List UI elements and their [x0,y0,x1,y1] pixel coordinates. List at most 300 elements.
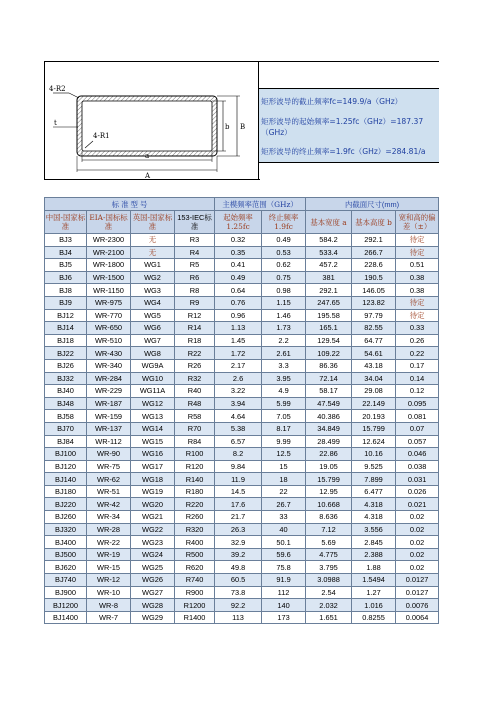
table-cell: R4 [175,246,215,259]
table-cell: 190.5 [352,271,396,284]
table-cell: WG13 [131,410,175,423]
table-cell: WG15 [131,435,175,448]
table-row [45,284,439,297]
table-row [45,322,439,335]
table-cell: 39.2 [215,548,262,561]
table-cell: 0.38 [396,284,439,297]
table-row [45,511,439,524]
cutoff-frequency-formula: 矩形波导的截止频率fc=149.9/a（GHz） [261,97,403,106]
table-cell: 1.016 [352,599,396,612]
table-cell: BJ5 [45,259,87,272]
table-cell: 60.5 [215,574,262,587]
column-header: 终止频率 1.9fc [262,211,306,234]
table-row [45,271,439,284]
table-cell: WR-7 [87,611,131,624]
table-cell: 0.0127 [396,586,439,599]
label-t: t [54,119,57,127]
table-cell: WR-10 [87,586,131,599]
table-cell: 8.636 [306,511,352,524]
table-cell: BJ740 [45,574,87,587]
table-cell: 40 [262,523,306,536]
table-cell: 0.057 [396,435,439,448]
table-cell: 228.6 [352,259,396,272]
table-cell: WR-187 [87,397,131,410]
table-cell: R9 [175,296,215,309]
table-cell: WR-2300 [87,234,131,247]
table-row [45,574,439,587]
table-cell: 247.65 [306,296,352,309]
table-cell: WG18 [131,473,175,486]
table-cell: 92.2 [215,599,262,612]
table-cell: 19.05 [306,460,352,473]
table-cell: WR-284 [87,372,131,385]
table-cell: 0.026 [396,485,439,498]
table-row [45,296,439,309]
table-cell: BJ6 [45,271,87,284]
table-cell: WR-15 [87,561,131,574]
table-cell: BJ84 [45,435,87,448]
table-cell: WR-8 [87,599,131,612]
table-cell: 0.51 [396,259,439,272]
group-header-model: 标 准 型 号 [45,198,215,211]
table-row [45,309,439,322]
table-cell: 22 [262,485,306,498]
table-row [45,561,439,574]
table-cell: 0.031 [396,473,439,486]
table-cell: WR-1800 [87,259,131,272]
table-cell: 0.8255 [352,611,396,624]
table-cell: 28.499 [306,435,352,448]
table-cell: R6 [175,271,215,284]
table-cell: BJ320 [45,523,87,536]
table-cell: R220 [175,498,215,511]
table-cell: BJ100 [45,448,87,461]
table-cell: 0.76 [215,296,262,309]
table-cell: 0.02 [396,523,439,536]
table-cell: WR-510 [87,334,131,347]
table-cell: BJ32 [45,372,87,385]
table-cell: WG23 [131,536,175,549]
table-row [45,372,439,385]
table-row [45,435,439,448]
end-frequency-formula: 矩形波导的终止频率=1.9fc（GHz）=284.81/a [261,147,426,156]
group-header-freq: 主模频率范围（GHz） [215,198,306,211]
table-cell: WG21 [131,511,175,524]
table-row [45,485,439,498]
table-cell: 0.02 [396,511,439,524]
table-cell: 86.36 [306,359,352,372]
table-cell: 22.149 [352,397,396,410]
waveguide-spec-table [44,197,439,624]
table-cell: R1200 [175,599,215,612]
table-cell: WG10 [131,372,175,385]
table-cell: BJ400 [45,536,87,549]
table-cell: R180 [175,485,215,498]
table-cell: 0.35 [215,246,262,259]
table-cell: 165.1 [306,322,352,335]
table-cell: 0.22 [396,347,439,360]
table-cell: WG7 [131,334,175,347]
table-cell: 91.9 [262,574,306,587]
table-cell: 0.0127 [396,574,439,587]
table-cell: BJ22 [45,347,87,360]
table-cell: 17.6 [215,498,262,511]
table-row [45,473,439,486]
table-cell: 0.0076 [396,599,439,612]
start-frequency-formula: 矩形波导的起始频率=1.25fc（GHz）=187.37 [261,117,424,126]
table-cell: R320 [175,523,215,536]
table-cell: R120 [175,460,215,473]
table-cell: R32 [175,372,215,385]
column-header: 基本高度 b [352,211,396,234]
table-cell: 2.2 [262,334,306,347]
table-cell: 0.0064 [396,611,439,624]
table-cell: WG1 [131,259,175,272]
table-cell: WR-430 [87,347,131,360]
table-cell: 0.75 [262,271,306,284]
table-cell: 6.477 [352,485,396,498]
table-cell: BJ48 [45,397,87,410]
table-cell: 5.69 [306,536,352,549]
table-cell: 无 [131,246,175,259]
table-cell: WG12 [131,397,175,410]
table-cell: WG8 [131,347,175,360]
table-cell: 40.386 [306,410,352,423]
table-cell: 2.17 [215,359,262,372]
table-cell: R58 [175,410,215,423]
table-cell: WG5 [131,309,175,322]
table-cell: 2.032 [306,599,352,612]
label-4-r1: 4-R1 [93,132,110,140]
table-cell: 15 [262,460,306,473]
table-cell: WG28 [131,599,175,612]
column-header: 宽和高的偏差（±） [396,211,439,234]
table-cell: 0.41 [215,259,262,272]
table-cell: BJ900 [45,586,87,599]
table-cell: 75.8 [262,561,306,574]
table-cell: 18 [262,473,306,486]
table-cell: 待定 [396,246,439,259]
table-cell: 82.55 [352,322,396,335]
table-cell: BJ3 [45,234,87,247]
table-cell: 146.05 [352,284,396,297]
table-cell: 1.13 [215,322,262,335]
table-cell: 54.61 [352,347,396,360]
table-cell: 4.318 [352,498,396,511]
table-cell: 0.046 [396,448,439,461]
table-cell: WG26 [131,574,175,587]
table-cell: 49.8 [215,561,262,574]
table-cell: R14 [175,322,215,335]
table-cell: 47.549 [306,397,352,410]
waveguide-cross-section-diagram [45,62,259,179]
table-cell: 59.6 [262,548,306,561]
table-cell: WR-975 [87,296,131,309]
table-cell: 20.193 [352,410,396,423]
table-cell: 0.14 [396,372,439,385]
column-header: 153-IEC标准 [175,211,215,234]
table-cell: 72.14 [306,372,352,385]
table-cell: R84 [175,435,215,448]
table-row [45,259,439,272]
table-cell: 0.38 [396,271,439,284]
table-cell: 457.2 [306,259,352,272]
table-cell: 0.095 [396,397,439,410]
table-cell: 9.525 [352,460,396,473]
table-cell: 4.64 [215,410,262,423]
table-cell: 7.05 [262,410,306,423]
table-cell: 33 [262,511,306,524]
table-cell: 8.2 [215,448,262,461]
table-cell: 0.081 [396,410,439,423]
table-cell: R740 [175,574,215,587]
table-cell: 123.82 [352,296,396,309]
table-cell: 4.9 [262,385,306,398]
table-row [45,548,439,561]
table-cell: 129.54 [306,334,352,347]
table-cell: BJ4 [45,246,87,259]
table-cell: 待定 [396,234,439,247]
table-cell: 34.849 [306,422,352,435]
table-cell: 0.33 [396,322,439,335]
label-B: B [240,123,246,131]
table-cell: 64.77 [352,334,396,347]
table-cell: BJ40 [45,385,87,398]
table-cell: 7.12 [306,523,352,536]
table-cell: WR-12 [87,574,131,587]
table-row [45,586,439,599]
table-cell: WR-137 [87,422,131,435]
table-cell: WR-112 [87,435,131,448]
table-cell: R22 [175,347,215,360]
table-cell: 1.651 [306,611,352,624]
table-cell: R5 [175,259,215,272]
formula-list [259,88,439,163]
table-row [45,498,439,511]
inner-cavity [82,101,212,151]
table-cell: 1.45 [215,334,262,347]
table-cell: 待定 [396,296,439,309]
label-A: A [145,172,151,179]
table-cell: 11.9 [215,473,262,486]
table-row [45,448,439,461]
table-cell: WR-51 [87,485,131,498]
table-cell: 12.624 [352,435,396,448]
table-cell: BJ140 [45,473,87,486]
table-cell: R500 [175,548,215,561]
table-cell: WG24 [131,548,175,561]
waveguide-figure [44,61,260,180]
table-cell: 3.0988 [306,574,352,587]
table-row [45,536,439,549]
table-cell: WR-159 [87,410,131,423]
table-cell: WG4 [131,296,175,309]
table-cell: BJ220 [45,498,87,511]
table-cell: 待定 [396,309,439,322]
table-cell: WG25 [131,561,175,574]
label-b: b [225,123,230,131]
table-cell: WR-229 [87,385,131,398]
table-cell: 173 [262,611,306,624]
table-cell: 0.038 [396,460,439,473]
table-cell: 109.22 [306,347,352,360]
table-cell: R100 [175,448,215,461]
table-cell: BJ12 [45,309,87,322]
table-row [45,611,439,624]
table-cell: 0.49 [262,234,306,247]
table-cell: 0.64 [215,284,262,297]
table-cell: WG22 [131,523,175,536]
table-cell: 3.3 [262,359,306,372]
table-row [45,523,439,536]
table-cell: 5.99 [262,397,306,410]
table-cell: 1.15 [262,296,306,309]
table-cell: 113 [215,611,262,624]
table-cell: BJ620 [45,561,87,574]
table-cell: R400 [175,536,215,549]
table-cell: 3.94 [215,397,262,410]
table-cell: 9.99 [262,435,306,448]
table-cell: BJ1400 [45,611,87,624]
table-row [45,334,439,347]
table-cell: 0.02 [396,548,439,561]
table-cell: 0.32 [215,234,262,247]
table-cell: 0.96 [215,309,262,322]
table-cell: WG9A [131,359,175,372]
table-cell: WG6 [131,322,175,335]
table-cell: WR-62 [87,473,131,486]
table-cell: R70 [175,422,215,435]
table-cell: 10.668 [306,498,352,511]
table-cell: R3 [175,234,215,247]
table-cell: 9.84 [215,460,262,473]
table-cell: 112 [262,586,306,599]
table-cell: WG20 [131,498,175,511]
table-cell: 32.9 [215,536,262,549]
table-row [45,599,439,612]
table-cell: R1400 [175,611,215,624]
table-cell: 266.7 [352,246,396,259]
table-cell: WR-1150 [87,284,131,297]
table-cell: R48 [175,397,215,410]
table-cell: 43.18 [352,359,396,372]
table-cell: 1.5494 [352,574,396,587]
table-cell: R260 [175,511,215,524]
table-cell: 26.7 [262,498,306,511]
table-cell: WG29 [131,611,175,624]
table-row [45,359,439,372]
table-cell: 584.2 [306,234,352,247]
table-cell: 73.8 [215,586,262,599]
table-cell: 3.795 [306,561,352,574]
table-cell: R18 [175,334,215,347]
table-cell: 58.17 [306,385,352,398]
table-cell: BJ70 [45,422,87,435]
table-cell: WG2 [131,271,175,284]
table-cell: WG3 [131,284,175,297]
table-cell: WR-34 [87,511,131,524]
formula-panel [258,61,439,179]
table-cell: BJ260 [45,511,87,524]
table-cell: 0.98 [262,284,306,297]
table-cell: 10.16 [352,448,396,461]
table-cell: 0.17 [396,359,439,372]
table-cell: BJ180 [45,485,87,498]
table-cell: BJ26 [45,359,87,372]
table-cell: BJ500 [45,548,87,561]
table-row [45,234,439,247]
table-cell: 12.5 [262,448,306,461]
table-cell: R26 [175,359,215,372]
group-header-dims: 内截面尺寸(mm) [306,198,439,211]
table-cell: 1.46 [262,309,306,322]
table-cell: R12 [175,309,215,322]
table-cell: 1.72 [215,347,262,360]
table-cell: 2.388 [352,548,396,561]
table-cell: 0.62 [262,259,306,272]
table-cell: 5.38 [215,422,262,435]
table-cell: BJ8 [45,284,87,297]
table-cell: R40 [175,385,215,398]
table-cell: R8 [175,284,215,297]
table-cell: WR-22 [87,536,131,549]
table-cell: 26.3 [215,523,262,536]
table-cell: 195.58 [306,309,352,322]
table-cell: 0.021 [396,498,439,511]
column-header: 英国-国家标准 [131,211,175,234]
table-cell: 4.318 [352,511,396,524]
table-cell: 21.7 [215,511,262,524]
table-cell: 7.899 [352,473,396,486]
table-cell: 2.61 [262,347,306,360]
column-header: EIA-国标标准 [87,211,131,234]
start-frequency-unit: （GHz） [261,128,292,137]
table-cell: BJ14 [45,322,87,335]
table-cell: WR-1500 [87,271,131,284]
table-cell: 0.02 [396,536,439,549]
table-cell: WG19 [131,485,175,498]
column-header: 基本宽度 a [306,211,352,234]
table-cell: 140 [262,599,306,612]
table-cell: 0.49 [215,271,262,284]
table-cell: WR-42 [87,498,131,511]
table-cell: 12.95 [306,485,352,498]
table-cell: 2.845 [352,536,396,549]
table-cell: WG17 [131,460,175,473]
table-cell: BJ1200 [45,599,87,612]
table-cell: 3.95 [262,372,306,385]
column-header: 中国-国家标准 [45,211,87,234]
table-cell: BJ9 [45,296,87,309]
table-cell: R900 [175,586,215,599]
table-cell: WG14 [131,422,175,435]
table-cell: 0.53 [262,246,306,259]
table-cell: 3.22 [215,385,262,398]
table-cell: 381 [306,271,352,284]
table-cell: WR-19 [87,548,131,561]
table-cell: 0.12 [396,385,439,398]
table-cell: WR-2100 [87,246,131,259]
table-cell: 34.04 [352,372,396,385]
table-cell: 22.86 [306,448,352,461]
table-cell: WR-770 [87,309,131,322]
table-cell: 292.1 [306,284,352,297]
table-row [45,347,439,360]
table-cell: 533.4 [306,246,352,259]
table-cell: 1.88 [352,561,396,574]
table-cell: 1.27 [352,586,396,599]
table-cell: WR-650 [87,322,131,335]
